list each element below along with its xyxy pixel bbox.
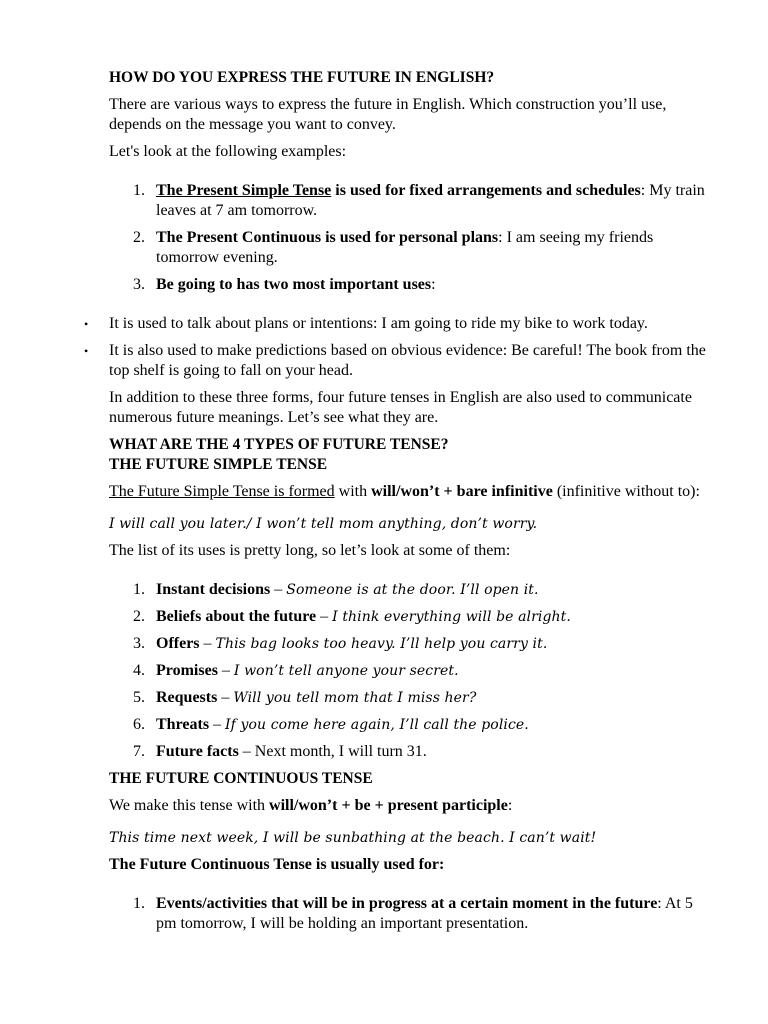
future-continuous-example: This time next week, I will be sunbathing at the beach. I can’t wait! [109, 830, 597, 846]
list-number: 3. [133, 276, 145, 293]
list-item [109, 742, 709, 762]
use-label: Instant decisions [156, 581, 271, 598]
formation-text: with [334, 483, 372, 500]
future-continuous-heading: THE FUTURE CONTINUOUS TENSE [109, 770, 373, 787]
list-number: 5. [133, 689, 145, 706]
use-example: This bag looks too heavy. I’ll help you carry it. [215, 636, 548, 652]
future-forms-list [109, 181, 709, 295]
use-example: Next month, I will turn 31. [254, 743, 427, 760]
list-number: 1. [133, 895, 145, 912]
dash: – [217, 662, 234, 679]
use-example: If you come here again, I’ll call the police. [225, 717, 529, 733]
list-number: 1. [133, 581, 145, 598]
present-simple-link-text: The Present Simple Tense [156, 182, 332, 199]
list-number: 2. [133, 229, 145, 246]
going-to-uses-list [84, 314, 709, 381]
future-continuous-uses-list [109, 894, 709, 934]
list-item [84, 314, 709, 334]
use-example: I think everything will be alright. [332, 609, 571, 625]
use-label: Requests [156, 689, 218, 706]
list-item-text: : [431, 276, 436, 293]
document-content [84, 68, 709, 934]
future-continuous-used-for [109, 855, 709, 875]
list-item [109, 607, 709, 627]
use-example: I won’t tell anyone your secret. [233, 663, 459, 679]
formation-link-text: The Future Simple Tense is formed [109, 483, 335, 500]
dash: – [217, 689, 234, 706]
list-item-text: : My train leaves at 7 am tomorrow. [156, 182, 705, 219]
use-label: Beliefs about the future [156, 608, 317, 625]
formation-formula: will/won’t + bare infinitive [371, 483, 553, 500]
list-item-bold: The Present Continuous is used for personal plans [156, 229, 499, 246]
list-item [109, 661, 709, 681]
list-item-bold: is used for fixed arrangements and schedules [331, 182, 641, 199]
addition-paragraph: In addition to these three forms, four future tenses in English are also used to communicate numerous future meanings. Let’s see what they are. [109, 389, 692, 426]
list-number: 6. [133, 716, 145, 733]
list-number: 7. [133, 743, 145, 760]
dash: – [199, 635, 216, 652]
list-item [84, 341, 709, 381]
list-item [109, 181, 709, 221]
use-example: Will you tell mom that I miss her? [233, 690, 477, 706]
future-simple-uses-list [109, 580, 709, 762]
future-simple-heading: THE FUTURE SIMPLE TENSE [109, 456, 328, 473]
future-simple-formation [109, 482, 709, 502]
future-simple-example: I will call you later./ I won’t tell mom anything, don’t worry. [109, 516, 538, 532]
formation-text: (infinitive without to): [552, 483, 700, 500]
future-continuous-formation [109, 796, 709, 816]
list-number: 2. [133, 608, 145, 625]
intro-paragraph: There are various ways to express the future in English. Which construction you’ll use, depends on the message you want to convey. [109, 96, 667, 133]
dash: – [238, 743, 255, 760]
used-for-heading: The Future Continuous Tense is usually used for: [109, 856, 445, 873]
list-item [109, 894, 709, 934]
list-item [109, 228, 709, 268]
dash: – [270, 581, 287, 598]
dash: – [316, 608, 333, 625]
use-label: Threats [156, 716, 210, 733]
list-item-bold: Events/activities that will be in progress at a certain moment in the future [156, 895, 658, 912]
formation-text: : [507, 797, 513, 814]
list-number: 4. [133, 662, 145, 679]
types-heading: WHAT ARE THE 4 TYPES OF FUTURE TENSE? [109, 436, 449, 453]
formation-formula: will/won’t + be + present participle [269, 797, 508, 814]
list-item-bold: Be going to has two most important uses [156, 276, 432, 293]
list-number: 3. [133, 635, 145, 652]
use-label: Future facts [156, 743, 239, 760]
use-example: Someone is at the door. I’ll open it. [286, 582, 539, 598]
list-item-text: : At 5 pm tomorrow, I will be holding an important presentation. [156, 895, 693, 932]
page-title: HOW DO YOU EXPRESS THE FUTURE IN ENGLISH? [109, 69, 495, 86]
list-item [109, 275, 709, 295]
dash: – [209, 716, 226, 733]
list-item-text: It is also used to make predictions based on obvious evidence: Be careful! The book from the top shelf is going to fall on your head. [109, 342, 706, 379]
list-item [109, 688, 709, 708]
use-label: Offers [156, 635, 200, 652]
list-number: 1. [133, 182, 145, 199]
future-simple-uses-lead: The list of its uses is pretty long, so let’s look at some of them: [109, 542, 511, 559]
list-item [109, 715, 709, 735]
use-label: Promises [156, 662, 218, 679]
list-item [109, 580, 709, 600]
bullet-icon: • [84, 317, 89, 331]
list-item-text: : I am seeing my friends tomorrow evening. [156, 229, 654, 266]
list-item-text: It is used to talk about plans or intentions: I am going to ride my bike to work today. [109, 315, 648, 332]
formation-text: We make this tense with [109, 797, 270, 814]
list-item [109, 634, 709, 654]
examples-lead: Let's look at the following examples: [109, 143, 347, 160]
bullet-icon: • [84, 344, 89, 358]
